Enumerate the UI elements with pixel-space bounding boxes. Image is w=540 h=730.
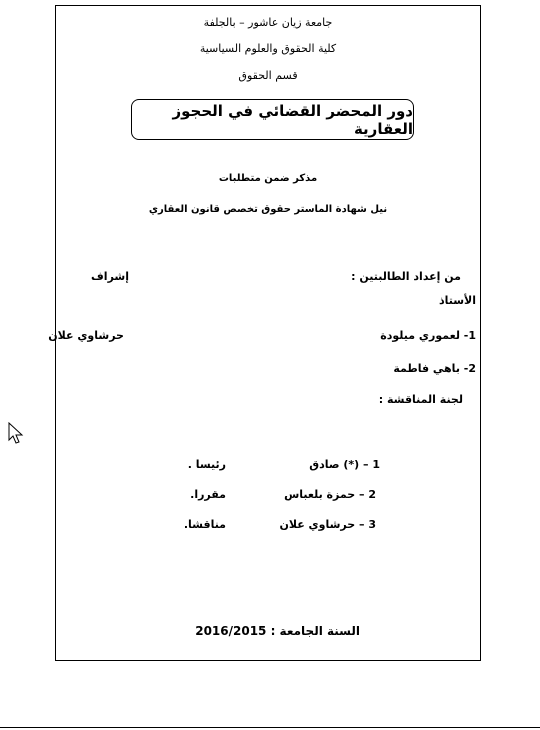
committee-member-1-role: رئيسا . <box>187 458 226 471</box>
professor-name: حرشاوي علان <box>48 329 124 342</box>
document-title: دور المحضر القضائي في الحجوز العقارية <box>172 101 413 138</box>
memo-line-2: نيل شهادة الماستر حقوق تخصص قانون العقاري <box>148 204 388 215</box>
document-page <box>48 5 481 661</box>
committee-member-2-role: مقررا. <box>190 488 226 501</box>
committee-member-3-role: مناقشا. <box>183 518 226 531</box>
supervision-label: إشراف <box>91 270 129 283</box>
department-name: قسم الحقوق <box>238 69 298 82</box>
professor-label: الأستاذ <box>438 294 476 307</box>
title-box <box>131 99 414 140</box>
students-label: من إعداد الطالبتين : <box>351 270 461 283</box>
page-separator <box>0 727 540 728</box>
academic-year: السنة الجامعة : 2016/2015 <box>195 624 360 638</box>
committee-member-1-name: 1 – (*) صادق <box>309 458 380 471</box>
committee-member-3-name: 3 – حرشاوي علان <box>279 518 376 531</box>
committee-member-2-name: 2 – حمزة بلعباس <box>284 488 376 501</box>
student-1: 1- لعموري ميلودة <box>380 329 476 342</box>
university-name: جامعة زيان عاشور – بالجلفة <box>203 16 333 29</box>
memo-line-1: مذكر ضمن متطلبات <box>218 173 318 184</box>
mouse-pointer-icon <box>8 422 24 446</box>
student-2: 2- باهي فاطمة <box>393 362 476 375</box>
committee-label: لجنة المناقشة : <box>378 393 463 406</box>
faculty-name: كلية الحقوق والعلوم السياسية <box>199 42 337 55</box>
